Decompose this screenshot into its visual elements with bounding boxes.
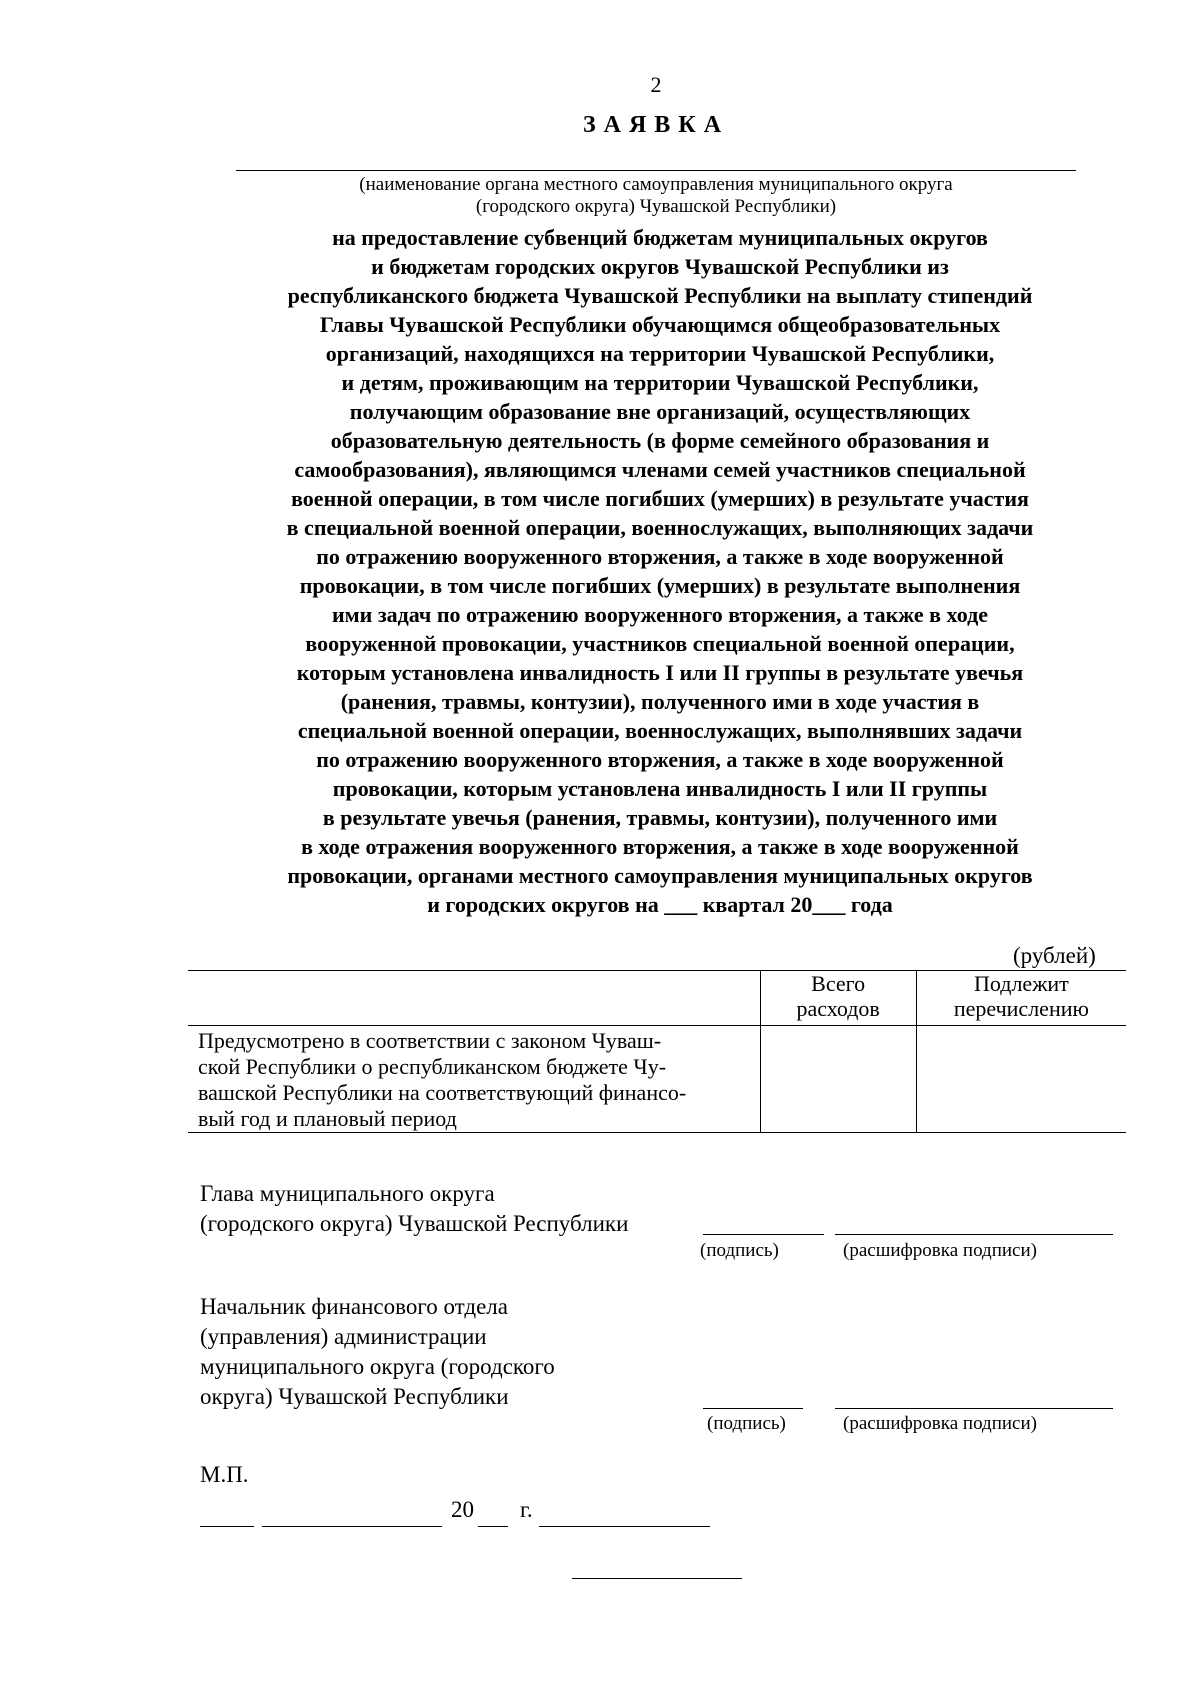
purpose-line: и городских округов на ___ квартал 20___ года	[427, 892, 893, 917]
page-number: 2	[650, 72, 662, 97]
head-signature-blank[interactable]	[703, 1234, 824, 1235]
head-label-line: Глава муниципального округа	[200, 1181, 495, 1206]
purpose-line: провокации, которым установлена инвалидность I или II группы	[332, 776, 988, 801]
request-purpose	[190, 223, 1130, 919]
organization-name-blank[interactable]	[236, 170, 1076, 171]
purpose-line: в специальной военной операции, военнослужащих, выполняющих задачи	[286, 515, 1034, 540]
head-signature-label	[200, 1179, 628, 1239]
header-transfer-line: Подлежит	[974, 971, 1069, 996]
date-month-blank[interactable]	[262, 1526, 442, 1527]
date-year-blank[interactable]	[478, 1526, 508, 1527]
table-header-row	[188, 971, 1126, 1026]
finance-label-line: округа) Чувашской Республики	[200, 1384, 509, 1409]
purpose-line: в результате увечья (ранения, травмы, контузии), полученного ими	[322, 805, 998, 830]
purpose-line: по отражению вооруженного вторжения, а также в ходе вооруженной	[316, 747, 1004, 772]
closing-divider	[572, 1578, 742, 1579]
finance-label-line: Начальник финансового отдела	[200, 1294, 508, 1319]
purpose-line: по отражению вооруженного вторжения, а также в ходе вооруженной	[316, 544, 1004, 569]
head-decode-caption: (расшифровка подписи)	[843, 1240, 1037, 1261]
purpose-line: (ранения, травмы, контузии), полученного ими в ходе участия в	[340, 689, 980, 714]
head-name-decode-blank[interactable]	[835, 1234, 1113, 1235]
purpose-line: вооруженной провокации, участников специальной военной операции,	[305, 631, 1015, 656]
row-description-line: вый год и плановый период	[198, 1106, 457, 1131]
finance-name-decode-blank[interactable]	[835, 1408, 1113, 1409]
purpose-line: в ходе отражения вооруженного вторжения, а также в ходе вооруженной	[301, 834, 1019, 859]
budget-table	[188, 970, 1126, 1133]
purpose-line: которым установлена инвалидность I или II группы в результате увечья	[296, 660, 1024, 685]
row-transfer-cell[interactable]	[916, 1026, 1126, 1133]
date-year-suffix: г.	[520, 1497, 533, 1522]
currency-note: (рублей)	[1013, 943, 1096, 968]
date-day-blank[interactable]	[200, 1526, 254, 1527]
purpose-line: провокации, органами местного самоуправления муниципальных округов	[287, 863, 1033, 888]
purpose-line: самообразования), являющимся членами семей участников специальной	[294, 457, 1026, 482]
purpose-line: республиканского бюджета Чувашской Республики на выплату стипендий	[287, 283, 1033, 308]
finance-decode-caption: (расшифровка подписи)	[843, 1413, 1037, 1434]
date-year-prefix: 20	[451, 1497, 474, 1522]
purpose-line: Главы Чувашской Республики обучающимся общеобразовательных	[319, 312, 1001, 337]
row-description-line: вашской Республики на соответствующий финансо-	[198, 1080, 687, 1105]
date-extra-blank[interactable]	[539, 1526, 710, 1527]
header-transfer-line: перечислению	[953, 996, 1089, 1021]
finance-signature-caption: (подпись)	[707, 1413, 786, 1434]
organization-caption-line: (городского округа) Чувашской Республики)	[475, 196, 837, 217]
organization-caption-line: (наименование органа местного самоуправления муниципального округа	[359, 174, 953, 195]
purpose-line: и детям, проживающим на территории Чувашской Республики,	[341, 370, 979, 395]
head-signature-caption: (подпись)	[700, 1240, 779, 1261]
purpose-line: провокации, в том числе погибших (умерших) в результате выполнения	[299, 573, 1021, 598]
finance-label-line: (управления) администрации	[200, 1324, 487, 1349]
header-cell-description	[188, 971, 760, 1026]
purpose-line: специальной военной операции, военнослужащих, выполнявших задачи	[297, 718, 1023, 743]
purpose-line: военной операции, в том числе погибших (умерших) в результате участия	[291, 486, 1029, 511]
row-description-line: ской Республики о республиканском бюджете Чу-	[198, 1054, 667, 1079]
finance-label-line: муниципального округа (городского	[200, 1354, 555, 1379]
header-cell-transfer	[916, 971, 1126, 1026]
purpose-line: и бюджетам городских округов Чувашской Республики из	[371, 254, 949, 279]
header-cell-total	[760, 971, 916, 1026]
row-total-cell[interactable]	[760, 1026, 916, 1133]
finance-signature-label	[200, 1292, 555, 1412]
header-total-line: расходов	[796, 996, 880, 1021]
header-total-line: Всего	[811, 971, 866, 996]
table-row	[188, 1026, 1126, 1133]
purpose-line: ими задач по отражению вооруженного вторжения, а также в ходе	[332, 602, 988, 627]
head-label-line: (городского округа) Чувашской Республики	[200, 1211, 629, 1236]
finance-signature-blank[interactable]	[703, 1408, 803, 1409]
purpose-line: образовательную деятельность (в форме семейного образования и	[330, 428, 990, 453]
purpose-line: получающим образование вне организаций, осуществляющих	[349, 399, 971, 424]
purpose-line: на предоставление субвенций бюджетам муниципальных округов	[332, 225, 988, 250]
row-description	[188, 1026, 760, 1133]
row-description-line: Предусмотрено в соответствии с законом Чуваш-	[198, 1028, 662, 1053]
document-title: ЗАЯВКА	[582, 112, 730, 138]
stamp-placeholder: М.П.	[200, 1462, 249, 1487]
organization-caption	[236, 174, 1076, 218]
purpose-line: организаций, находящихся на территории Чувашской Республики,	[325, 341, 995, 366]
